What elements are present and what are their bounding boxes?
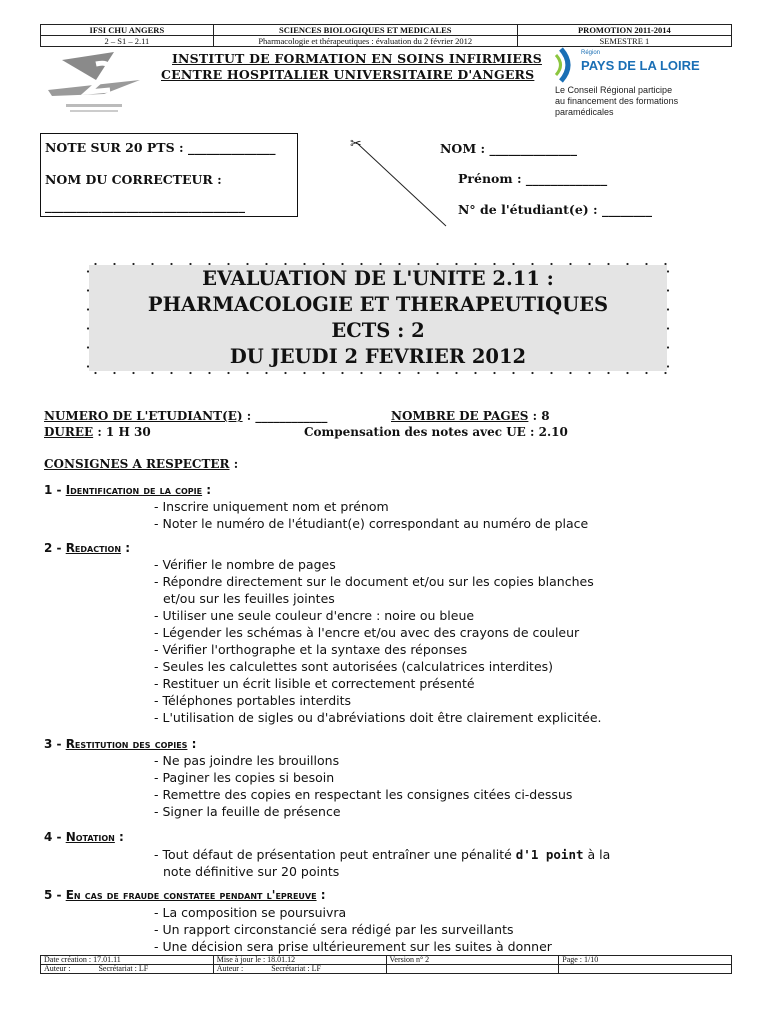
- footer-author-2: Auteur : Secrétariat : LF: [213, 965, 386, 974]
- list-item: - Légender les schémas à l'encre et/ou avec des crayons de couleur: [154, 625, 580, 640]
- title-line-4: DU JEUDI 2 FEVRIER 2012: [229, 345, 527, 368]
- section-1-title: Identification de la copie: [65, 483, 203, 497]
- section-2-title: Redaction: [65, 541, 122, 555]
- footer-author-1: Auteur : Secrétariat : LF: [41, 965, 214, 974]
- list-item: - La composition se poursuivra: [154, 905, 347, 920]
- compensation-line: Compensation des notes avec UE : 2.10: [304, 425, 568, 439]
- region-small-label: Région: [581, 50, 601, 56]
- pages-value: : 8: [528, 409, 550, 423]
- duration-line: [44, 425, 151, 439]
- penalty-emphasis: d'1 point: [515, 847, 584, 862]
- list-item: - Répondre directement sur le document et/ou sur les copies blanches: [154, 574, 594, 589]
- header-semester: SEMESTRE 1: [517, 36, 731, 47]
- list-item: note définitive sur 20 points: [163, 864, 340, 879]
- duration-label: DUREE: [44, 425, 94, 439]
- title-bottom-border: [86, 371, 670, 375]
- region-wave-icon: [555, 47, 577, 83]
- student-number-field[interactable]: N° de l'étudiant(e) : ________: [458, 202, 653, 217]
- note-field[interactable]: NOTE SUR 20 PTS : ______________: [45, 140, 276, 155]
- student-number-label: NUMERO DE L'ETUDIANT(E): [44, 409, 243, 423]
- region-name: PAYS DE LA LOIRE: [581, 58, 700, 73]
- list-item: - Restituer un écrit lisible et correctement présenté: [154, 676, 475, 691]
- region-text-1: Le Conseil Régional participe: [555, 85, 673, 95]
- section-3-title: Restitution des copies: [65, 737, 188, 751]
- header-code: 2 – S1 – 2.11: [41, 36, 214, 47]
- list-item: - Signer la feuille de présence: [154, 804, 341, 819]
- section-5-title: En cas de fraude constatee pendant l'epreuve: [65, 888, 317, 902]
- consignes-heading-label: CONSIGNES A RESPECTER: [44, 457, 230, 471]
- footer-update: Mise à jour le : 18.01.12: [213, 956, 386, 965]
- title-line-3: ECTS : 2: [331, 319, 425, 342]
- section-4-heading: 4 - Notation :: [44, 830, 124, 844]
- title-box: [89, 265, 667, 371]
- nom-field[interactable]: NOM : ______________: [440, 141, 577, 156]
- footer-page: Page : 1/10: [559, 956, 732, 965]
- institute-line2: CENTRE HOSPITALIER UNIVERSITAIRE D'ANGERS: [161, 67, 535, 82]
- region-logo: [553, 45, 733, 125]
- institute-line1: INSTITUT DE FORMATION EN SOINS INFIRMIERS: [172, 51, 542, 66]
- section-5-heading: 5 - En cas de fraude constatee pendant l'epreuve :: [44, 888, 326, 902]
- list-item: - Noter le numéro de l'étudiant(e) correspondant au numéro de place: [154, 516, 589, 531]
- pages-label: NOMBRE DE PAGES: [391, 409, 529, 423]
- footer-creation: Date création : 17.01.11: [41, 956, 214, 965]
- corrector-field[interactable]: ________________________________: [45, 198, 245, 213]
- duration-value: : 1 H 30: [93, 425, 151, 439]
- header-school: IFSI CHU ANGERS: [41, 25, 214, 36]
- section-1-heading: 1 - Identification de la copie :: [44, 483, 212, 497]
- list-item: - Seules les calculettes sont autorisées (calculatrices interdites): [154, 659, 554, 674]
- cut-line: [350, 138, 450, 230]
- footer-version: Version n° 2: [386, 956, 559, 965]
- header-promotion: PROMOTION 2011-2014: [517, 25, 731, 36]
- list-item: et/ou sur les feuilles jointes: [163, 591, 335, 606]
- list-item: - Ne pas joindre les brouillons: [154, 753, 340, 768]
- list-item: - Paginer les copies si besoin: [154, 770, 335, 785]
- section-3-heading: 3 - Restitution des copies :: [44, 737, 197, 751]
- scissors-icon: ✂: [350, 136, 362, 152]
- chu-angers-logo: [44, 50, 144, 122]
- footer-table: [40, 955, 732, 974]
- list-item: - Utiliser une seule couleur d'encre : noire ou bleue: [154, 608, 475, 623]
- list-item: - Inscrire uniquement nom et prénom: [154, 499, 389, 514]
- list-item: - Vérifier l'orthographe et la syntaxe des réponses: [154, 642, 468, 657]
- header-table: [40, 24, 732, 47]
- list-item: - L'utilisation de sigles ou d'abréviations doit être clairement explicitée.: [154, 710, 602, 725]
- student-number-line: [44, 409, 327, 423]
- title-line-1: EVALUATION DE L'UNITE 2.11 :: [202, 267, 554, 290]
- list-item: - Un rapport circonstancié sera rédigé par les surveillants: [154, 922, 514, 937]
- section-2-heading: 2 - Redaction :: [44, 541, 131, 555]
- title-line-2: PHARMACOLOGIE ET THERAPEUTIQUES: [147, 293, 609, 316]
- pages-line: [391, 409, 550, 423]
- section-4-title: Notation: [65, 830, 115, 844]
- consignes-heading: CONSIGNES A RESPECTER :: [44, 457, 239, 471]
- header-evaluation: Pharmacologie et thérapeutiques : évaluation du 2 février 2012: [213, 36, 517, 47]
- list-item: - Vérifier le nombre de pages: [154, 557, 336, 572]
- region-text-3: paramédicales: [555, 107, 614, 117]
- list-item: - Téléphones portables interdits: [154, 693, 352, 708]
- list-item: - Une décision sera prise ultérieurement sur les suites à donner: [154, 939, 552, 954]
- region-text-2: au financement des formations: [555, 96, 679, 106]
- list-item: - Remettre des copies en respectant les consignes citées ci-dessus: [154, 787, 573, 802]
- note-box: [40, 133, 298, 217]
- header-subject: SCIENCES BIOLOGIQUES ET MEDICALES: [213, 25, 517, 36]
- prenom-field[interactable]: Prénom : _____________: [458, 171, 608, 186]
- list-item: - Tout défaut de présentation peut entraîner une pénalité d'1 point à la: [154, 847, 611, 862]
- corrector-label: NOM DU CORRECTEUR :: [45, 172, 222, 187]
- student-number-blank[interactable]: : ____________: [242, 409, 328, 423]
